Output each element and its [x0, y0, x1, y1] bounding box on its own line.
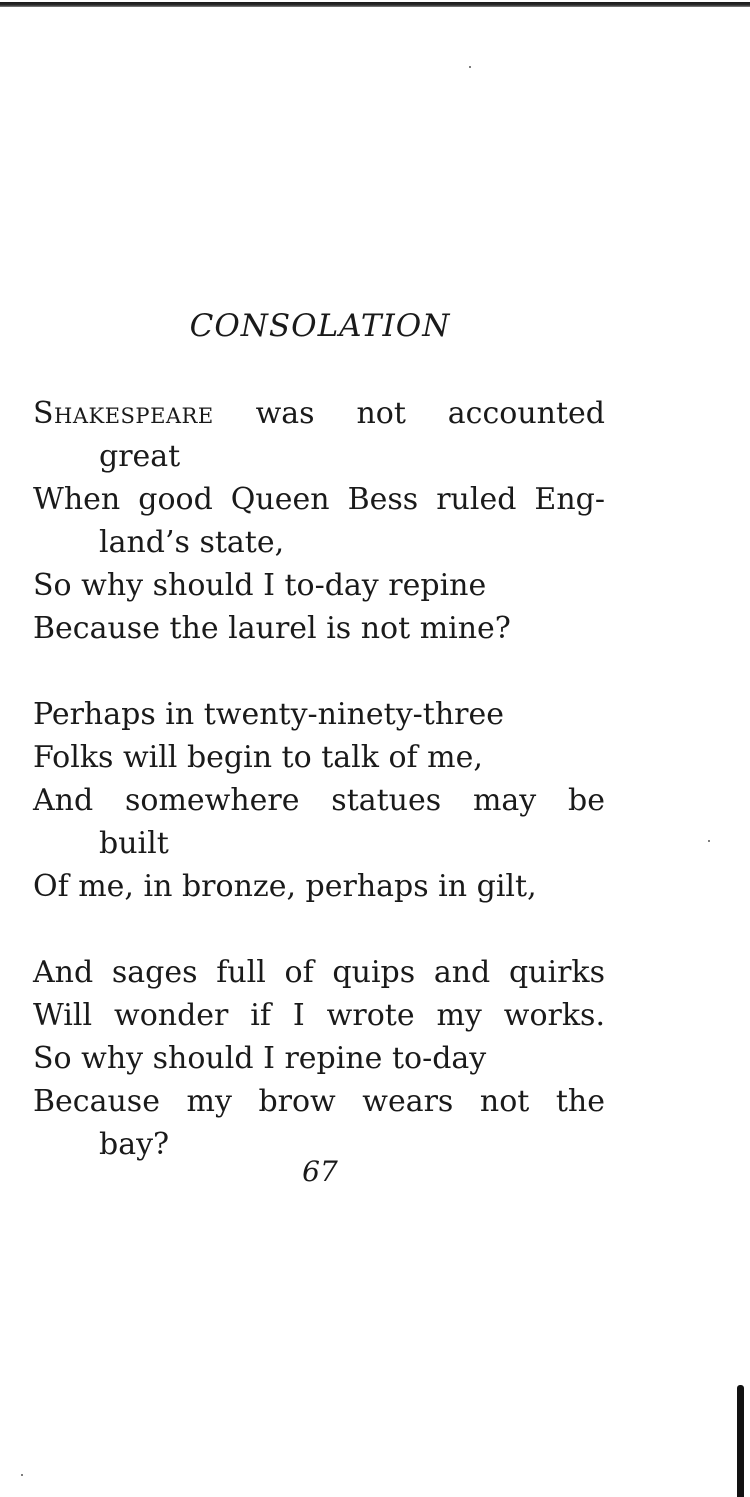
paper-speck [21, 1474, 23, 1476]
paper-speck [469, 66, 471, 68]
poem-title: CONSOLATION [189, 308, 451, 344]
page-top-rule [0, 2, 750, 7]
paper-speck [708, 840, 710, 842]
poem-line-continuation: great [99, 439, 181, 474]
poem-body [33, 392, 605, 1209]
stanza-3 [33, 951, 605, 1166]
poem-line-continuation: land’s state, [99, 525, 285, 560]
poem-line: So why should I repine to-day [33, 1041, 487, 1076]
page-number: 67 [302, 1155, 338, 1188]
poem-line-continuation: bay? [99, 1127, 170, 1162]
poem-line [33, 392, 605, 435]
poem-line: Perhaps in twenty-ninety-three [33, 697, 505, 732]
poem-line-text: was not accounted [213, 396, 605, 431]
poem-line-continuation: built [99, 826, 169, 861]
stanza-2 [33, 693, 605, 908]
stanza-1 [33, 392, 605, 650]
poem-line: Because the laurel is not mine? [33, 611, 511, 646]
poem-line-lead: Shakespeare [33, 396, 214, 431]
poem-line: Folks will begin to talk of me, [33, 740, 483, 775]
poem-line: Will wonder if I wrote my works. [33, 998, 605, 1033]
poem-line: So why should I to-day repine [33, 568, 487, 603]
poem-line: Because my brow wears not the [33, 1084, 605, 1119]
page-edge-mark [737, 1385, 744, 1497]
poem-line: And somewhere statues may be [33, 783, 605, 818]
poem-line: Of me, in bronze, perhaps in gilt, [33, 869, 537, 904]
poem-line: When good Queen Bess ruled Eng- [33, 482, 605, 517]
poem-line: And sages full of quips and quirks [33, 955, 605, 990]
